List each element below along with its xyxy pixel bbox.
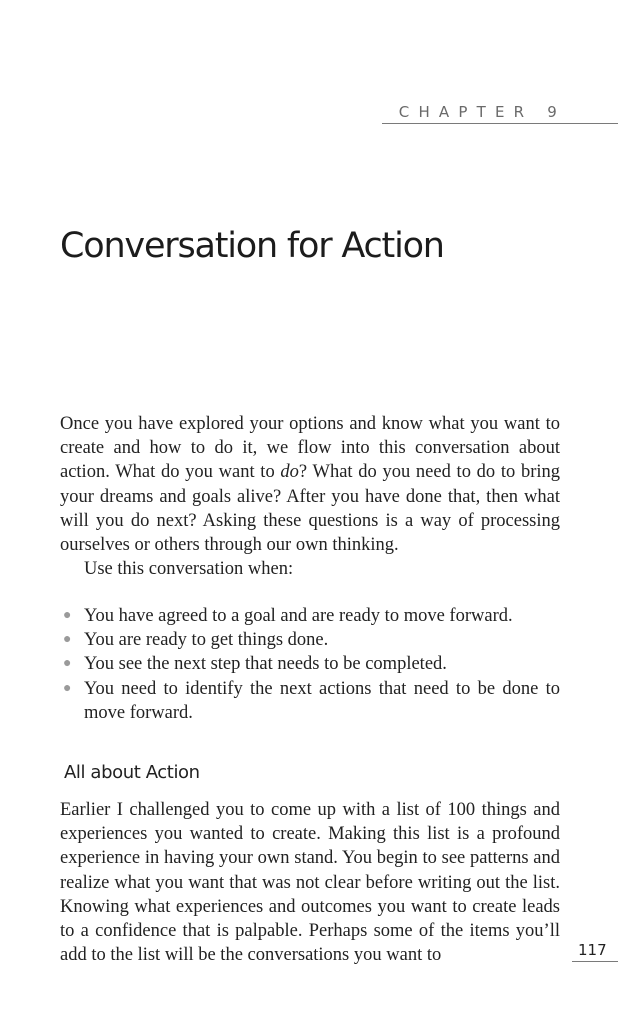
chapter-label: CHAPTER 9 (382, 102, 618, 124)
bullet-text: You need to identify the next actions that need to be done to move forward. (84, 678, 560, 723)
use-when-line: Use this conversation when: (84, 559, 294, 579)
intro-emphasis: do (280, 462, 299, 483)
intro-paragraph (60, 412, 560, 557)
section-paragraph: Earlier I challenged you to come up with a list of 100 things and experiences you wanted to create. Making this list is a profound experience in having your own stand. You begin to see patterns and realize what you want that was not clear before writing out the list. Knowing what experiences and outcomes you want to create leads to a confidence that is palpable. Perhaps some of the items you’ll add to the list will be the conversations you want to (60, 800, 560, 966)
bullet-dot-icon: ● (63, 680, 72, 696)
list-item (60, 652, 560, 676)
chapter-title: Conversation for Action (60, 226, 444, 266)
bullet-text: You have agreed to a goal and are ready to move forward. (84, 606, 513, 626)
bullet-dot-icon: ● (63, 632, 72, 648)
intro-text-part1: Once you have explored your options and know what you want to create and how to do it, we flow into this conversation about action. What do you want to (60, 414, 560, 483)
bullet-text: You are ready to get things done. (84, 630, 329, 651)
page-number: 117 (572, 940, 618, 962)
list-item (60, 677, 560, 725)
bullet-dot-icon: ● (63, 656, 72, 672)
list-item (60, 604, 560, 628)
list-item (60, 628, 560, 652)
bullet-text: You see the next step that needs to be completed. (84, 654, 447, 675)
section-heading: All about Action (64, 762, 200, 783)
bullet-dot-icon: ● (63, 608, 72, 623)
bullet-list (60, 604, 560, 725)
intro-text-part2: ? What do you need to do to bring your dreams and goals alive? After you have done that, then what will you do next? Asking these questions is a way of processing ourselves or others through our own thinking. (60, 462, 560, 556)
